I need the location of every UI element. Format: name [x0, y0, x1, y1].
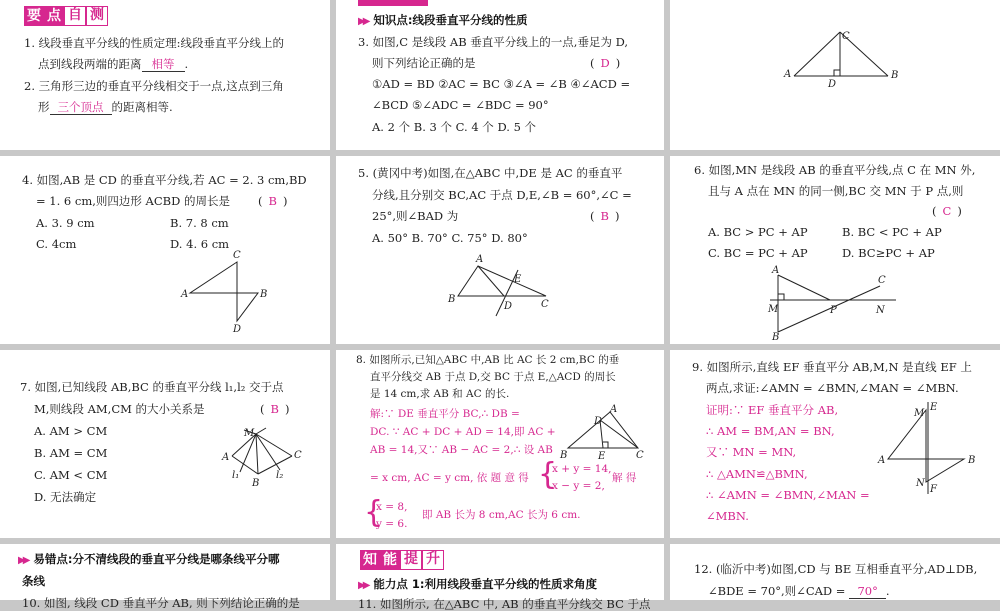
error-prone-header: [18, 551, 280, 567]
item1-line2: [38, 57, 188, 71]
q8-solution-3: AB = 14,又∵ AB − AC = 2,∴ 设 AB: [370, 444, 553, 456]
label-b: B: [448, 294, 456, 305]
q6-option-c: C. BC = PC + AP: [708, 246, 808, 260]
title-char: 点: [44, 6, 64, 26]
label-b: B: [891, 70, 899, 81]
card-question-9: [670, 350, 1000, 538]
label-n: N: [916, 478, 925, 489]
item1-line1: 1. 线段垂直平分线的性质定理:线段垂直平分线上的: [24, 36, 284, 50]
error-prone-header-text: 易错点:分不清线段的垂直平分线是哪条线平分哪: [33, 552, 280, 566]
label-d: D: [233, 324, 242, 335]
q4-option-d: D. 4. 6 cm: [170, 237, 230, 251]
q9-proof-3: 又∵ MN = MN,: [706, 445, 797, 459]
label-e: E: [598, 451, 606, 462]
item2-line2: [38, 100, 173, 114]
item2-text: 形: [38, 100, 50, 114]
figure-triangle-acb: [670, 0, 1000, 150]
q8-line1: 8. 如图所示,已知△ABC 中,AB 比 AC 长 2 cm,BC 的垂: [356, 354, 620, 366]
knowledge-header-text: 知识点:线段垂直平分线的性质: [373, 13, 528, 27]
q8-conclusion: 即 AB 长为 8 cm,AC 长为 6 cm.: [422, 509, 581, 521]
card-question-6: [670, 156, 1000, 344]
q5-line1: 5. (黄冈中考)如图,在△ABC 中,DE 是 AC 的垂直平: [358, 166, 623, 180]
card-question-4: [0, 156, 330, 344]
q8-system1-eq2: x − y = 2,: [552, 480, 605, 492]
label-c: C: [842, 31, 850, 42]
q4-option-a: A. 3. 9 cm: [36, 216, 95, 230]
double-arrow-icon: ▶▶: [358, 16, 368, 27]
label-a: A: [222, 452, 230, 463]
q3-line4: ∠BCD ⑤∠ADC = ∠BDC = 90°: [372, 98, 549, 112]
q3-answer: ( D ): [590, 56, 621, 70]
q5-answer: ( B ): [590, 209, 620, 223]
label-b: B: [260, 289, 268, 300]
figure-ef-bisector: [670, 350, 1000, 538]
card-figure-3: [670, 0, 1000, 150]
label-n: N: [876, 305, 885, 316]
label-m: M: [768, 304, 779, 315]
q6-line2: 且与 A 点在 MN 的同一侧,BC 交 MN 于 P 点,则: [708, 184, 964, 198]
label-l2: l₂: [276, 470, 284, 481]
q7-answer: ( B ): [260, 402, 290, 416]
card-question-12: [670, 544, 1000, 600]
q8-solution-4: = x cm, AC = y cm, 依 题 意 得: [370, 472, 529, 484]
label-d: D: [594, 416, 603, 427]
q7-line2: M,则线段 AM,CM 的大小关系是: [34, 402, 205, 416]
label-b: B: [560, 450, 568, 461]
label-l1: l₁: [232, 470, 240, 481]
item2-line1: 2. 三角形三边的垂直平分线相交于一点,这点到三角: [24, 79, 284, 93]
left-brace-icon: {: [364, 495, 384, 530]
label-e: E: [514, 274, 522, 285]
ability-header: [358, 576, 597, 592]
q9-proof-1: 证明:∵ EF 垂直平分 AB,: [706, 403, 839, 417]
q9-proof-5: ∴ ∠AMN = ∠BMN,∠MAN =: [706, 488, 870, 502]
q3-answer-letter: D: [600, 56, 610, 70]
title-char: 能: [380, 550, 400, 570]
title-char: 要: [24, 6, 44, 26]
q8-line3: 是 14 cm,求 AB 和 AC 的长.: [370, 388, 510, 400]
q5-line2: 分线,且分别交 BC,AC 于点 D,E,∠B = 60°,∠C =: [372, 188, 632, 202]
item2-answer-blank: 三个顶点: [50, 100, 112, 115]
card-question-11: [336, 544, 664, 611]
q5-options: A. 50° B. 70° C. 75° D. 80°: [372, 231, 528, 245]
q4-option-c: C. 4cm: [36, 237, 77, 251]
label-a: A: [181, 289, 189, 300]
item1-end: .: [184, 57, 189, 71]
title-char: 自: [64, 6, 86, 26]
q8-system1-eq1: x + y = 14,: [552, 463, 612, 475]
q6-answer: ( C ): [932, 204, 962, 218]
figure-mn-bisector: [670, 156, 1000, 344]
label-c: C: [541, 299, 549, 310]
label-d: D: [504, 301, 513, 312]
card-question-3: [336, 0, 664, 150]
label-c: C: [878, 275, 886, 286]
q7-option-d: D. 无法确定: [34, 490, 97, 504]
q7-answer-letter: B: [270, 402, 279, 416]
title-char: 测: [86, 6, 108, 26]
label-a: A: [610, 404, 618, 415]
q5-answer-letter: B: [600, 209, 609, 223]
title-tab-fragment: [358, 0, 428, 6]
card-question-8: [336, 350, 664, 538]
q4-line1: 4. 如图,AB 是 CD 的垂直平分线,若 AC = 2. 3 cm,BD: [22, 173, 307, 187]
label-b: B: [968, 455, 976, 466]
label-m: M: [244, 428, 255, 439]
q9-line1: 9. 如图所示,直线 EF 垂直平分 AB,M,N 是直线 EF 上: [692, 360, 972, 374]
ability-header-text: 能力点 1:利用线段垂直平分线的性质求角度: [373, 577, 597, 591]
q4-option-b: B. 7. 8 cm: [170, 216, 229, 230]
q9-proof-4: ∴ △AMN≌△BMN,: [706, 467, 808, 481]
label-p: P: [830, 305, 837, 316]
q8-system2-eq1: x = 8,: [376, 501, 408, 513]
q8-solve-word: 解 得: [612, 472, 637, 484]
q12-answer-blank: 70°: [849, 584, 885, 599]
knowledge-header: [358, 12, 528, 28]
title-char: 提: [400, 550, 422, 570]
q6-option-d: D. BC≥PC + AP: [842, 246, 935, 260]
q3-options: A. 2 个 B. 3 个 C. 4 个 D. 5 个: [372, 120, 537, 134]
q12-line2: [708, 584, 890, 598]
q6-option-a: A. BC > PC + AP: [708, 225, 808, 239]
figure-triangle-abc-q8: [336, 350, 664, 538]
q3-line2: 则下列结论正确的是: [372, 56, 476, 70]
q4-line2: = 1. 6 cm,则四边形 ACBD 的周长是: [36, 194, 230, 208]
q7-option-c: C. AM < CM: [34, 468, 108, 482]
q6-option-b: B. BC < PC + AP: [842, 225, 942, 239]
error-prone-header-line2: 条线: [22, 574, 45, 588]
q9-line2: 两点,求证:∠AMN = ∠BMN,∠MAN = ∠MBN.: [706, 381, 959, 395]
q12-text: ∠BDE = 70°,则∠CAD =: [708, 584, 846, 598]
title-char: 知: [360, 550, 380, 570]
q8-system2-eq2: y = 6.: [376, 518, 408, 530]
q5-line3: 25°,则∠BAD 为: [372, 209, 459, 223]
label-f: F: [930, 484, 937, 495]
q3-line1: 3. 如图,C 是线段 AB 垂直平分线上的一点,垂足为 D,: [358, 35, 629, 49]
q12-line1: 12. (临沂中考)如图,CD 与 BE 互相垂直平分,AD⊥DB,: [694, 562, 978, 576]
double-arrow-icon: ▶▶: [358, 580, 368, 591]
double-arrow-icon: ▶▶: [18, 555, 28, 566]
title-char: 升: [422, 550, 444, 570]
label-a: A: [878, 455, 886, 466]
figure-kite-acbd: [0, 156, 330, 344]
q7-line1: 7. 如图,已知线段 AB,BC 的垂直平分线 l₁,l₂ 交于点: [20, 380, 284, 394]
q9-proof-2: ∴ AM = BM,AN = BN,: [706, 424, 835, 438]
label-b: B: [772, 332, 780, 343]
left-brace-icon: {: [538, 457, 558, 492]
label-c: C: [636, 450, 644, 461]
q12-end: .: [885, 584, 890, 598]
label-a: A: [476, 254, 484, 265]
label-a: A: [784, 69, 792, 80]
q3-line3: ①AD = BD ②AC = BC ③∠A = ∠B ④∠ACD =: [372, 77, 631, 91]
q4-answer-letter: B: [268, 194, 277, 208]
figure-triangle-abc: [336, 156, 664, 344]
q6-line1: 6. 如图,MN 是线段 AB 的垂直平分线,点 C 在 MN 外,: [694, 163, 976, 177]
card-question-10: [0, 544, 330, 610]
section-title-improve: [360, 550, 444, 570]
q8-solution-1: 解:∵ DE 垂直平分 BC,∴ DB =: [370, 408, 520, 420]
label-m: M: [914, 408, 925, 419]
q4-answer: ( B ): [258, 194, 288, 208]
item1-answer-blank: 相等: [142, 57, 185, 72]
section-title-key-points: [24, 6, 108, 26]
q6-answer-letter: C: [942, 204, 952, 218]
item1-text: 点到线段两端的距离: [38, 57, 142, 71]
q8-solution-2: DC. ∵ AC + DC + AD = 14,即 AC +: [370, 426, 556, 438]
q10-line1: 10. 如图, 线段 CD 垂直平分 AB, 则下列结论正确的是: [22, 596, 300, 610]
label-e: E: [930, 402, 938, 413]
card-key-points: [0, 0, 330, 150]
q7-option-b: B. AM = CM: [34, 446, 108, 460]
q11-line1: 11. 如图所示, 在△ABC 中, AB 的垂直平分线交 BC 于点: [358, 597, 651, 611]
card-question-5: [336, 156, 664, 344]
item2-end: 的距离相等.: [111, 100, 173, 114]
label-b: B: [252, 478, 260, 489]
q8-line2: 直平分线交 AB 于点 D,交 BC 于点 E,△ACD 的周长: [370, 371, 616, 383]
q9-proof-6: ∠MBN.: [706, 509, 749, 523]
q7-option-a: A. AM > CM: [34, 424, 108, 438]
label-d: D: [828, 79, 837, 90]
card-question-7: [0, 350, 330, 538]
label-c: C: [233, 250, 241, 261]
label-c: C: [294, 450, 302, 461]
figure-two-bisectors: [0, 350, 330, 538]
label-a: A: [772, 265, 780, 276]
